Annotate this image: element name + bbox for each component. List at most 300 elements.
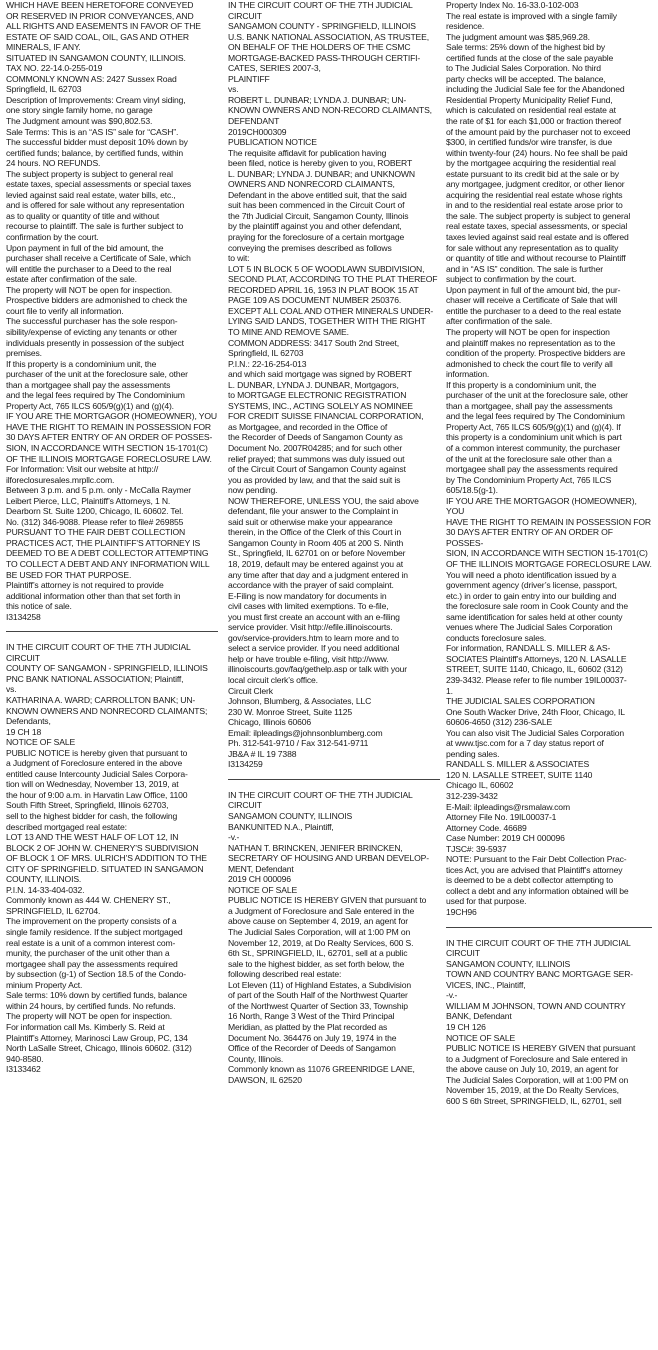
- notice-line: If this property is a condominium unit, the: [446, 379, 597, 390]
- notice-line: chaser will receive a Certificate of Sale that will: [446, 295, 617, 306]
- notice-line: the sale. The subject property is subject to general: [446, 210, 631, 221]
- notice-line: OF THE ILLINOIS MORTGAGE FORECLOSURE LAW.: [446, 558, 652, 569]
- notice-line: estate taxes, special assessments or special taxes: [6, 179, 191, 190]
- legal-notice: [6, 642, 218, 1074]
- notice-line: November 12, 2019, at Do Realty Services, 600 S.: [228, 937, 414, 948]
- notice-line: $300, in certified funds/or wire transfer, is due: [446, 137, 613, 148]
- notice-line: COMMONLY KNOWN AS: 2427 Sussex Road: [6, 73, 177, 84]
- notice-line: said suit or otherwise make your appearance: [228, 516, 393, 527]
- notice-line: CITY OF SPRINGFIELD. SITUATED IN SANGAMON: [6, 863, 204, 874]
- notice-line: now pending.: [228, 485, 278, 496]
- notice-line: help or have trouble e-filing, visit http://www.: [228, 653, 389, 664]
- notice-line: been filed, notice is hereby given to you, ROBERT: [228, 158, 413, 169]
- notice-line: of the Circuit Court of Sangamon County against: [228, 464, 406, 475]
- notice-line: COUNTY OF SANGAMON - SPRINGFIELD, ILLINOIS: [6, 663, 208, 674]
- notice-line: PURSUANT TO THE FAIR DEBT COLLECTION: [6, 527, 186, 538]
- notice-line: information.: [446, 369, 490, 380]
- notice-line: and is offered for sale without any representation: [6, 200, 185, 211]
- notice-line: will entitle the purchaser to a Deed to the real: [6, 263, 172, 274]
- notice-line: Meridian, as platted by the Plat recorded as: [228, 1021, 388, 1032]
- notice-line: The subject property is subject to general real: [6, 168, 173, 179]
- notice-line: mortgagee shall pay the assessments required: [6, 958, 178, 969]
- notice-line: Lot Eleven (11) of Highland Estates, a Subdivision: [228, 979, 411, 990]
- notice-line: for sale without any representation as to quality: [446, 242, 619, 253]
- notice-line: munity, the purchaser of the unit other than a: [6, 948, 170, 959]
- notice-line: CIRCUIT: [228, 10, 262, 21]
- notice-line: Between 3 p.m. and 5 p.m. only - McCalla Raymer: [6, 485, 191, 496]
- notice-line: CIRCUIT: [446, 948, 480, 959]
- notice-line: For information, RANDALL S. MILLER & AS-: [446, 643, 611, 654]
- notice-line: than a mortgagee shall pay the assessments: [6, 379, 171, 390]
- notice-line: of the unit at the foreclosure sale other than a: [446, 453, 612, 464]
- notice-line: SANGAMON COUNTY, ILLINOIS: [446, 958, 571, 969]
- notice-line: VICES, INC., Plaintiff,: [446, 979, 526, 990]
- notice-line: to MORTGAGE ELECTRONIC REGISTRATION: [228, 390, 407, 401]
- notice-line: than a mortgagee, shall pay the assessments: [446, 400, 613, 411]
- notice-line: condition of the property. Prospective bidders are: [446, 348, 626, 359]
- notice-line: NOW THEREFORE, UNLESS YOU, the said above: [228, 495, 419, 506]
- notice-line: JB&A # IL 19 7388: [228, 748, 297, 759]
- notice-line: BE USED FOR THAT PURPOSE.: [6, 569, 132, 580]
- notice-line: of a common interest community, the purchaser: [446, 442, 621, 453]
- notice-line: described mortgaged real estate:: [6, 821, 127, 832]
- notice-line: the 7th Judicial Circuit, Sangamon County, Illinois: [228, 210, 409, 221]
- notice-line: Property Act, 765 ILCS 605/9(g)(1) and (g)(4). If: [446, 421, 621, 432]
- notice-line: 1.: [446, 685, 453, 696]
- notice-line: ilforeclosuresales.mrpllc.com.: [6, 474, 115, 485]
- notice-line: -v.-: [228, 832, 240, 843]
- notice-line: premises.: [6, 348, 42, 359]
- notice-line: the above cause on July 10, 2019, an agent for: [446, 1064, 619, 1075]
- notice-line: ESTATE OF SAID COAL, OIL, GAS AND OTHER: [6, 31, 189, 42]
- notice-line: RECORDED APRIL 16, 1953 IN PLAT BOOK 15 AT: [228, 284, 419, 295]
- notice-line: vs.: [6, 684, 17, 695]
- legal-notice: [446, 0, 652, 918]
- notice-line: Document No. 364476 on July 19, 1974 in the: [228, 1032, 397, 1043]
- notice-line: defendant, file your answer to the Complaint in: [228, 506, 399, 517]
- notice-line: subject to confirmation by the court.: [446, 274, 577, 285]
- notice-line: IN THE CIRCUIT COURT OF THE 7TH JUDICIAL: [228, 789, 413, 800]
- notice-line: Email: ilpleadings@johnsonblumberg.com: [228, 727, 383, 738]
- notice-line: minium Property Act.: [6, 979, 83, 990]
- notice-line: County, Illinois.: [228, 1053, 284, 1064]
- notice-line: Defendants,: [6, 716, 51, 727]
- notice-line: 18, 2019, default may be entered against you at: [228, 558, 403, 569]
- column-1: [6, 0, 218, 1350]
- notice-line: etc.) in order to gain entry into our building and: [446, 590, 617, 601]
- notice-line: FOR CREDIT SUISSE FINANCIAL CORPORATION,: [228, 411, 424, 422]
- notice-line: real estate taxes, special assessments, or special: [446, 221, 628, 232]
- notice-line: 605/18.5(g-1).: [446, 485, 498, 496]
- notice-line: BANK, Defendant: [446, 1011, 512, 1022]
- notice-line: therein, in the Office of the Clerk of this Court in: [228, 527, 402, 538]
- notice-line: OWNERS AND NONRECORD CLAIMANTS,: [228, 179, 395, 190]
- notice-line: SION, IN ACCORDANCE WITH SECTION 15-1701(C): [6, 442, 208, 453]
- notice-line: SOCIATES Plaintiff’s Attorneys, 120 N. LASALLE: [446, 653, 627, 664]
- notice-line: COUNTY, ILLINOIS.: [6, 874, 82, 885]
- notice-line: No. (312) 346-9088. Please refer to file# 269855: [6, 516, 184, 527]
- notice-line: E-Filing is now mandatory for documents in: [228, 590, 387, 601]
- legal-notice: [228, 0, 440, 770]
- notice-line: 230 W. Monroe Street, Suite 1125: [228, 706, 353, 717]
- notice-line: You can also visit The Judicial Sales Corporation: [446, 727, 624, 738]
- notice-line: any time after that day and a judgment entered in: [228, 569, 408, 580]
- notice-line: Attorney File No. 19IL00037-1: [446, 812, 557, 823]
- notice-line: accordance with the prayer of said complaint.: [228, 580, 394, 591]
- notice-line: L. DUNBAR; LYNDA J. DUNBAR; and UNKNOWN: [228, 168, 415, 179]
- notice-line: vs.: [228, 84, 239, 95]
- notice-line: MENT, Defendant: [228, 863, 294, 874]
- notice-line: as Mortgagee, and recorded in the Office of: [228, 421, 388, 432]
- notice-line: SECRETARY OF HOUSING AND URBAN DEVELOP-: [228, 853, 429, 864]
- notice-line: PRACTICES ACT, THE PLAINTIFF’S ATTORNEY IS: [6, 537, 201, 548]
- notice-divider: [446, 927, 652, 928]
- notice-line: purchaser of the unit at the foreclosure sale, other: [6, 369, 188, 380]
- notice-line: CIRCUIT: [6, 652, 40, 663]
- notice-line: SPRINGFIELD, IL 62704.: [6, 905, 101, 916]
- notice-line: WILLIAM M JOHNSON, TOWN AND COUNTRY: [446, 1000, 626, 1011]
- notice-line: Description of Improvements: Cream vinyl siding,: [6, 94, 186, 105]
- notice-line: OR RESERVED IN PRIOR CONVEYANCES, AND: [6, 10, 194, 21]
- notice-line: Sale terms: 25% down of the highest bid by: [446, 42, 605, 53]
- notice-line: The improvement on the property consists of a: [6, 916, 177, 927]
- notice-line: Property Act, 765 ILCS 605/9(g)(1) and (g)(4).: [6, 400, 174, 411]
- notice-line: IN THE CIRCUIT COURT OF THE 7TH JUDICIAL: [6, 642, 191, 653]
- notice-line: collect a debt and any information obtained will be: [446, 885, 629, 896]
- notice-line: to wit:: [228, 253, 250, 264]
- notice-line: PUBLICATION NOTICE: [228, 137, 317, 148]
- notice-line: PUBLIC NOTICE IS HEREBY GIVEN that pursuant: [446, 1043, 636, 1054]
- notice-line: MORTGAGE-BACKED PASS-THROUGH CERTIFI-: [228, 52, 421, 63]
- notice-line: 30 DAYS AFTER ENTRY OF AN ORDER OF POSSES-: [446, 527, 613, 548]
- notice-line: of the amount paid by the purchaser not to exceed: [446, 126, 631, 137]
- notice-line: service provider. Visit http://efile.illinoiscourts.: [228, 622, 393, 633]
- notice-line: of part of the South Half of the Northwest Quarter: [228, 990, 408, 1001]
- notice-line: including the Judicial Sale fee for the Abandoned: [446, 84, 625, 95]
- notice-line: 19 CH 126: [446, 1021, 486, 1032]
- notice-line: Sale Terms: This is an “AS IS” sale for “CASH”.: [6, 126, 179, 137]
- notice-line: individuals presently in possession of the subject: [6, 337, 184, 348]
- notice-line: CATES, SERIES 2007-3,: [228, 63, 321, 74]
- notice-line: -v.-: [446, 990, 458, 1001]
- notice-line: The property will NOT be open for inspection.: [6, 1011, 173, 1022]
- notice-line: estate after confirmation of the sale.: [6, 274, 137, 285]
- notice-line: KATHARINA A. WARD; CARROLLTON BANK; UN-: [6, 695, 196, 705]
- notice-line: Prospective bidders are admonished to check the: [6, 295, 188, 306]
- notice-line: U.S. BANK NATIONAL ASSOCIATION, AS TRUSTEE,: [228, 31, 429, 42]
- notice-line: Chicago, Illinois 60606: [228, 717, 312, 728]
- notice-line: NOTICE OF SALE: [228, 884, 298, 895]
- notice-line: TO COLLECT A DEBT AND ANY INFORMATION WILL: [6, 558, 210, 569]
- notice-line: Office of the Recorder of Deeds of Sangamon: [228, 1043, 396, 1054]
- notice-line: WHICH HAVE BEEN HERETOFORE CONVEYED: [6, 0, 194, 10]
- notice-line: IN THE CIRCUIT COURT OF THE 7TH JUDICIAL: [228, 0, 413, 10]
- legal-notice: [228, 790, 440, 1085]
- notice-line: CIRCUIT: [228, 800, 262, 811]
- notice-line: praying for the foreclosure of a certain mortgage: [228, 232, 405, 243]
- notice-line: and plaintiff makes no representation as to the: [446, 337, 616, 348]
- notice-line: St., Springfield, IL 62701 on or before November: [228, 548, 406, 559]
- notice-line: conveying the premises described as follows: [228, 242, 392, 253]
- notice-line: the foreclosure sale room in Cook County and the: [446, 601, 628, 612]
- notice-line: Chicago IL, 60602: [446, 780, 514, 791]
- notice-line: 940-8580.: [6, 1053, 44, 1064]
- notice-line: For information call Ms. Kimberly S. Reid at: [6, 1021, 165, 1032]
- notice-line: conducts foreclosure sales.: [446, 632, 547, 643]
- notice-line: TOWN AND COUNTRY BANC MORTGAGE SER-: [446, 969, 634, 980]
- notice-line: tion will on Wednesday, November 13, 2019, at: [6, 779, 179, 790]
- notice-line: THE JUDICIAL SALES CORPORATION: [446, 696, 595, 707]
- notice-line: IF YOU ARE THE MORTGAGOR (HOMEOWNER), YOU: [6, 411, 217, 422]
- notice-line: a Judgment of Foreclosure and Sale entered in the: [228, 905, 415, 916]
- notice-line: after confirmation of the sale.: [446, 316, 553, 327]
- notice-line: following described real estate:: [228, 969, 342, 980]
- notice-line: LOT 5 IN BLOCK 5 OF WOODLAWN SUBDIVISION,: [228, 263, 425, 274]
- notice-line: TJSC#: 39-5937: [446, 843, 507, 854]
- notice-line: tices Act, you are advised that Plaintiff’s attorney: [446, 864, 623, 875]
- notice-line: this notice of sale.: [6, 601, 72, 612]
- notice-line: SION, IN ACCORDANCE WITH SECTION 15-1701(C): [446, 548, 648, 559]
- notice-line: ROBERT L. DUNBAR; LYNDA J. DUNBAR; UN-: [228, 94, 407, 105]
- notice-line: relief prayed; that summons was duly issued out: [228, 453, 405, 464]
- notice-line: to a Judgment of Foreclosure and Sale entered in: [446, 1053, 628, 1064]
- notice-line: real estate is a unit of a common interest com-: [6, 937, 176, 948]
- notice-line: SYSTEMS, INC., ACTING SOLELY AS NOMINEE: [228, 400, 413, 411]
- notice-line: local circuit clerk’s office.: [228, 675, 318, 685]
- notice-line: Property Index No. 16-33.0-102-003: [446, 0, 579, 10]
- notice-line: entitled cause Intercounty Judicial Sales Corpora-: [6, 768, 188, 779]
- notice-line: SECOND PLAT, ACCORDING TO THE PLAT THEREOF: [228, 274, 438, 285]
- notice-line: certified funds at the close of the sale payable: [446, 52, 614, 63]
- notice-line: by the mortgagee acquiring the residential real: [446, 158, 616, 169]
- notice-line: same identification for sales held at other county: [446, 611, 623, 622]
- notice-line: and which said mortgage was signed by ROBERT: [228, 369, 412, 380]
- notice-line: illinoiscourts.gov/faq/gethelp.asp or talk with your: [228, 664, 407, 675]
- notice-line: EXCEPT ALL COAL AND OTHER MINERALS UNDER-: [228, 305, 434, 316]
- notice-line: 600 S 6th Street, SPRINGFIELD, IL, 62701, sell: [446, 1095, 622, 1106]
- notice-line: a Judgment of Foreclosure entered in the above: [6, 758, 183, 769]
- notice-line: 24 hours. NO REFUNDS.: [6, 158, 101, 169]
- notice-line: L. DUNBAR, LYNDA J. DUNBAR, Mortgagors,: [228, 379, 399, 390]
- notice-line: SANGAMON COUNTY - SPRINGFIELD, ILLINOIS: [228, 21, 416, 32]
- notice-line: and in “AS IS” condition. The sale is further: [446, 263, 603, 274]
- notice-line: Case Number: 2019 CH 000096: [446, 833, 565, 844]
- notice-line: court file to verify all information.: [6, 305, 124, 316]
- notice-line: venues where The Judicial Sales Corporation: [446, 622, 613, 633]
- notice-line: SITUATED IN SANGAMON COUNTY, ILLINOIS.: [6, 52, 186, 63]
- notice-line: OF THE ILLINOIS MORTGAGE FORECLOSURE LAW.: [6, 453, 212, 464]
- notice-line: NOTICE OF SALE: [446, 1032, 516, 1043]
- notice-line: PUBLIC NOTICE is hereby given that pursuant to: [6, 747, 188, 758]
- notice-line: recourse to plaintiff. The sale is further subject to: [6, 221, 184, 232]
- notice-line: PUBLIC NOTICE IS HEREBY GIVEN that pursuant to: [228, 895, 427, 906]
- notice-line: Plaintiff’s attorney is not required to provide: [6, 580, 164, 591]
- notice-line: one story single family home, no garage: [6, 105, 153, 116]
- notice-line: pending sales.: [446, 748, 500, 759]
- notice-line: If this property is a condominium unit, the: [6, 358, 157, 369]
- notice-line: Document No. 2007R04285; and for such other: [228, 442, 403, 453]
- notice-line: residence.: [446, 21, 485, 32]
- notice-line: is deemed to be a debt collector attempting to: [446, 875, 613, 886]
- notice-line: you as provided by law, and that the said suit is: [228, 474, 401, 485]
- notice-line: I3134258: [6, 611, 41, 622]
- notice-line: sibility/expense of evicting any tenants or other: [6, 326, 177, 337]
- notice-divider: [228, 779, 440, 780]
- notice-line: 239-3432. Please refer to file number 19IL00037-: [446, 675, 627, 685]
- notice-line: Sangamon County in Room 405 at 200 S. Ninth: [228, 537, 404, 548]
- notice-line: in and to the residential real estate arose prior to: [446, 200, 623, 211]
- notice-line: used for that purpose.: [446, 896, 527, 907]
- notice-line: KNOWN OWNERS AND NON-RECORD CLAIMANTS,: [228, 105, 432, 116]
- notice-line: by the plaintiff against you and other defendant,: [228, 221, 402, 232]
- notice-line: South Fifth Street, Springfield, Illinois 62703,: [6, 800, 169, 811]
- notice-line: DEEMED TO BE A DEBT COLLECTOR ATTEMPTING: [6, 548, 209, 559]
- notice-line: The successful bidder must deposit 10% down by: [6, 137, 188, 148]
- notice-line: I3133462: [6, 1064, 41, 1075]
- notice-line: 19 CH 18: [6, 726, 42, 737]
- notice-line: single family residence. If the subject mortgaged: [6, 927, 183, 938]
- notice-divider: [6, 631, 218, 632]
- notice-line: Springfield, IL 62703: [228, 348, 304, 359]
- notice-line: or quantity of title and without recourse to Plaintiff: [446, 253, 626, 264]
- notice-line: HAVE THE RIGHT TO REMAIN IN POSSESSION FOR: [6, 421, 211, 432]
- notice-line: you must first create an account with an e-filing: [228, 611, 400, 622]
- notice-line: sale to the highest bidder, as set forth below, the: [228, 958, 405, 969]
- notice-line: NOTE: Pursuant to the Fair Debt Collection Prac-: [446, 854, 627, 865]
- notice-line: OF BLOCK 1 OF MRS. ULRICH’S ADDITION TO THE: [6, 853, 207, 864]
- notice-line: levied against said real estate, water bills, etc.,: [6, 189, 176, 200]
- notice-line: PNC BANK NATIONAL ASSOCIATION; Plaintiff,: [6, 673, 184, 684]
- notice-line: RANDALL S. MILLER & ASSOCIATES: [446, 759, 590, 770]
- notice-line: BANKUNITED N.A., Plaintiff,: [228, 821, 334, 832]
- notice-line: KNOWN OWNERS AND NONRECORD CLAIMANTS;: [6, 705, 208, 716]
- notice-line: within 24 hours, by certified funds. No refunds.: [6, 1000, 176, 1011]
- notice-line: entitle the purchaser to a deed to the real estate: [446, 305, 621, 316]
- notice-line: at www.tjsc.com for a 7 day status report of: [446, 738, 604, 749]
- notice-line: The property will NOT be open for inspection: [446, 326, 610, 337]
- notice-line: this property is a condominium unit which is part: [446, 432, 622, 443]
- notice-line: P.I.N.: 22-16-254-013: [228, 358, 307, 369]
- notice-line: of the Northwest Quarter of Section 33, Township: [228, 1000, 408, 1011]
- notice-line: IF YOU ARE THE MORTGAGOR (HOMEOWNER), YOU: [446, 495, 637, 517]
- notice-line: STREET, SUITE 1140, Chicago, IL, 60602 (312): [446, 664, 623, 675]
- column-3: [446, 0, 652, 1350]
- notice-line: For Information: Visit our website at http://: [6, 464, 159, 475]
- notice-line: LOT 13 AND THE WEST HALF OF LOT 12, IN: [6, 832, 179, 843]
- notice-line: The judgment amount was $85,969.28.: [446, 31, 590, 42]
- notice-line: by subsection (g-1) of Section 18.5 of the Condo-: [6, 969, 186, 980]
- notice-line: TAX NO. 22-14.0-255-019: [6, 63, 103, 74]
- notice-line: One South Wacker Drive, 24th Floor, Chicago, IL: [446, 706, 625, 717]
- column-2: [228, 0, 440, 1350]
- notice-line: additional information other than that set forth in: [6, 590, 181, 601]
- notice-line: 2019CH000309: [228, 126, 287, 137]
- notice-line: The Judgment amount was $90,802.53.: [6, 116, 153, 127]
- notice-line: purchaser of the unit at the foreclosure sale, other: [446, 390, 628, 401]
- notice-line: and the legal fees required by The Condominium: [446, 411, 625, 422]
- notice-line: party checks will be accepted. The balance,: [446, 73, 606, 84]
- notice-line: North LaSalle Street, Chicago, Illinois 60602. (312): [6, 1043, 192, 1054]
- notice-line: the rate of $1 for each $1,000 or fraction thereof: [446, 116, 621, 127]
- notice-line: COMMON ADDRESS: 3417 South 2nd Street,: [228, 337, 400, 348]
- notice-line: Upon payment in full of the bid amount, the: [6, 242, 164, 253]
- notice-line: The Judicial Sales Corporation, will at 1:00 PM on: [228, 927, 411, 938]
- notice-line: purchaser shall receive a Certificate of Sale, which: [6, 253, 191, 264]
- notice-line: above cause on September 4, 2019, an agent for: [228, 916, 408, 927]
- notice-line: select a service provider. If you need additional: [228, 643, 400, 654]
- notice-line: Residential Property Municipality Relief Fund,: [446, 94, 613, 105]
- notice-line: gov/service-providers.htm to learn more and to: [228, 632, 399, 643]
- notice-line: taxes levied against said real estate and is offered: [446, 232, 629, 243]
- notice-line: suit has been commenced in the Circuit Court of: [228, 200, 405, 211]
- notice-line: 60606-4650 (312) 236-SALE: [446, 717, 553, 728]
- notice-line: Commonly known as 11076 GREENRIDGE LANE,: [228, 1064, 415, 1075]
- notice-line: Springfield, IL 62703: [6, 84, 82, 95]
- notice-line: government agency (driver’s license, passport,: [446, 580, 617, 591]
- notice-line: 19CH96: [446, 907, 477, 918]
- notice-line: admonished to check the court file to verify all: [446, 358, 613, 369]
- notice-line: The Judicial Sales Corporation, will at 1:00 PM on: [446, 1074, 629, 1085]
- notice-line: NATHAN T. BRINCKEN, JENIFER BRINCKEN,: [228, 842, 403, 853]
- notice-line: Johnson, Blumberg, & Associates, LLC: [228, 696, 372, 707]
- notice-line: November 15, 2019, at the Do Realty Services,: [446, 1085, 619, 1096]
- notice-line: which is calculated on residential real estate at: [446, 105, 616, 116]
- legal-notice: [446, 938, 652, 1107]
- notice-line: as to quality or quantity of title and without: [6, 210, 160, 221]
- notice-line: Upon payment in full of the amount bid, the pur-: [446, 284, 621, 295]
- notice-line: 2019 CH 000096: [228, 874, 291, 885]
- notice-line: LYING SAID LANDS, TOGETHER WITH THE RIGHT: [228, 316, 426, 327]
- notice-line: Plaintiff’s Attorney, Marinosci Law Group, PC, 134: [6, 1032, 188, 1043]
- notice-line: 30 DAYS AFTER ENTRY OF AN ORDER OF POSSES-: [6, 432, 213, 443]
- notice-line: within twenty-four (24) hours. No fee shall be paid: [446, 147, 628, 158]
- notice-line: DEFENDANT: [228, 116, 280, 127]
- notice-line: TO MINE AND REMOVE SAME.: [228, 326, 349, 337]
- notice-line: DAWSON, IL 62520: [228, 1074, 302, 1085]
- notice-line: MINERALS, IF ANY.: [6, 42, 81, 53]
- notice-line: BLOCK 2 OF JOHN W. CHENERY’S SUBDIVISION: [6, 842, 199, 853]
- notice-line: 6th St., SPRINGFIELD, IL, 62701, sell at a public: [228, 948, 408, 959]
- notice-line: ON BEHALF OF THE HOLDERS OF THE CSMC: [228, 42, 411, 53]
- notice-line: any mortgagee, judgment creditor, or other lienor: [446, 179, 625, 190]
- notice-line: by The Condominium Property Act, 765 ILCS: [446, 474, 612, 485]
- notice-line: HAVE THE RIGHT TO REMAIN IN POSSESSION FOR: [446, 516, 651, 527]
- notice-line: Ph. 312-541-9710 / Fax 312-541-9711: [228, 738, 369, 749]
- notice-line: NOTICE OF SALE: [6, 737, 76, 748]
- notice-line: You will need a photo identification issued by a: [446, 569, 617, 580]
- notice-line: civil cases with limited exemptions. To e-file,: [228, 601, 389, 612]
- notice-line: The real estate is improved with a single family: [446, 10, 617, 21]
- notice-line: Sale terms: 10% down by certified funds, balance: [6, 990, 188, 1001]
- notice-line: sell to the highest bidder for cash, the following: [6, 811, 178, 822]
- legal-notice: [6, 0, 218, 622]
- notice-line: PAGE 109 AS DOCUMENT NUMBER 250376.: [228, 295, 402, 306]
- notice-line: IN THE CIRCUIT COURT OF THE 7TH JUDICIAL: [446, 937, 631, 948]
- notice-line: confirmation by the court.: [6, 232, 99, 243]
- notice-line: SANGAMON COUNTY, ILLINOIS: [228, 811, 353, 822]
- notice-line: The requisite affidavit for publication having: [228, 147, 387, 158]
- notice-line: acquiring the residential real estate whose rights: [446, 189, 623, 200]
- notice-line: the hour of 9:00 a.m. in Harvatin Law Office, 1100: [6, 789, 188, 800]
- notice-line: mortgagee shall pay the assessments required: [446, 464, 618, 475]
- notice-line: 16 North, Range 3 West of the Third Principal: [228, 1011, 395, 1022]
- notice-line: certified funds; balance, by certified funds, within: [6, 147, 184, 158]
- notice-line: PLAINTIFF: [228, 73, 270, 84]
- notice-line: I3134259: [228, 759, 263, 770]
- notice-line: Leibert Pierce, LLC, Plaintiff’s Attorneys, 1 N.: [6, 495, 171, 506]
- notice-line: Attorney Code. 46689: [446, 822, 527, 833]
- notice-line: Defendant in the above entitled suit, that the said: [228, 189, 407, 200]
